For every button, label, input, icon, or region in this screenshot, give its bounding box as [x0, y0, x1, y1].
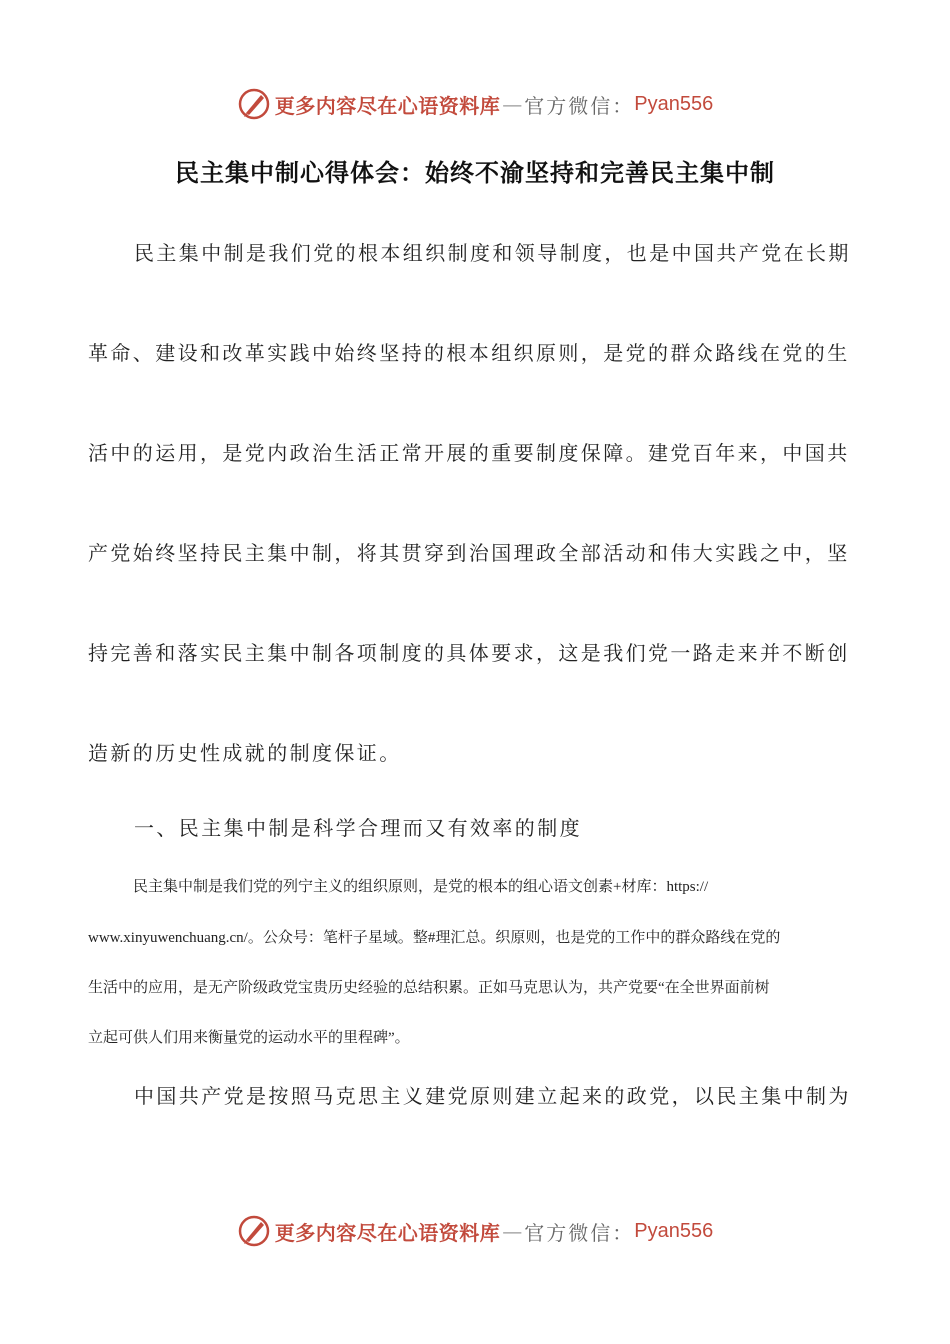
section-heading: 一、民主集中制是科学合理而又有效率的制度	[134, 816, 582, 840]
paragraph-line: 持完善和落实民主集中制各项制度的具体要求，这是我们党一路走来并不断创	[88, 641, 850, 665]
header-watermark	[0, 84, 950, 124]
footer-watermark	[0, 1211, 950, 1251]
watermark-dash: —	[502, 92, 523, 116]
paragraph-line: 民主集中制是我们党的列宁主义的组织原则，是党的根本的组心语文创素+材库：https://	[133, 879, 709, 895]
pen-logo-icon	[237, 87, 271, 121]
watermark-wechat-id: Pyan556	[634, 1219, 714, 1242]
paragraph-line: 造新的历史性成就的制度保证。	[88, 741, 402, 765]
watermark-text: 更多内容尽在心语资料库	[274, 1220, 501, 1245]
watermark-official-label: 官方微信：	[524, 1220, 635, 1245]
paragraph-line: 产党始终坚持民主集中制，将其贯穿到治国理政全部活动和伟大实践之中，坚	[88, 541, 850, 565]
paragraph-line: www.xinyuwenchuang.cn/。公众号：笔杆子星域。整#理汇总。织原则，也是党的工作中的群众路线在党的	[88, 930, 781, 946]
paragraph-line: 活中的运用，是党内政治生活正常开展的重要制度保障。建党百年来，中国共	[88, 441, 850, 465]
watermark-text: 更多内容尽在心语资料库	[274, 93, 501, 118]
paragraph-line: 民主集中制是我们党的根本组织制度和领导制度，也是中国共产党在长期	[134, 241, 851, 265]
watermark-official-label: 官方微信：	[524, 93, 635, 118]
watermark-wechat-id: Pyan556	[634, 92, 714, 115]
paragraph-line: 生活中的应用，是无产阶级政党宝贵历史经验的总结积累。正如马克思认为，共产党要“在全世界面前树	[88, 980, 770, 996]
paragraph-line: 中国共产党是按照马克思主义建党原则建立起来的政党，以民主集中制为	[134, 1084, 851, 1108]
paragraph-line: 立起可供人们用来衡量党的运动水平的里程碑”。	[88, 1030, 410, 1046]
watermark-dash: —	[502, 1219, 523, 1243]
pen-logo-icon	[237, 1214, 271, 1248]
document-title: 民主集中制心得体会：始终不渝坚持和完善民主集中制	[175, 158, 775, 187]
paragraph-line: 革命、建设和改革实践中始终坚持的根本组织原则，是党的群众路线在党的生	[88, 341, 850, 365]
